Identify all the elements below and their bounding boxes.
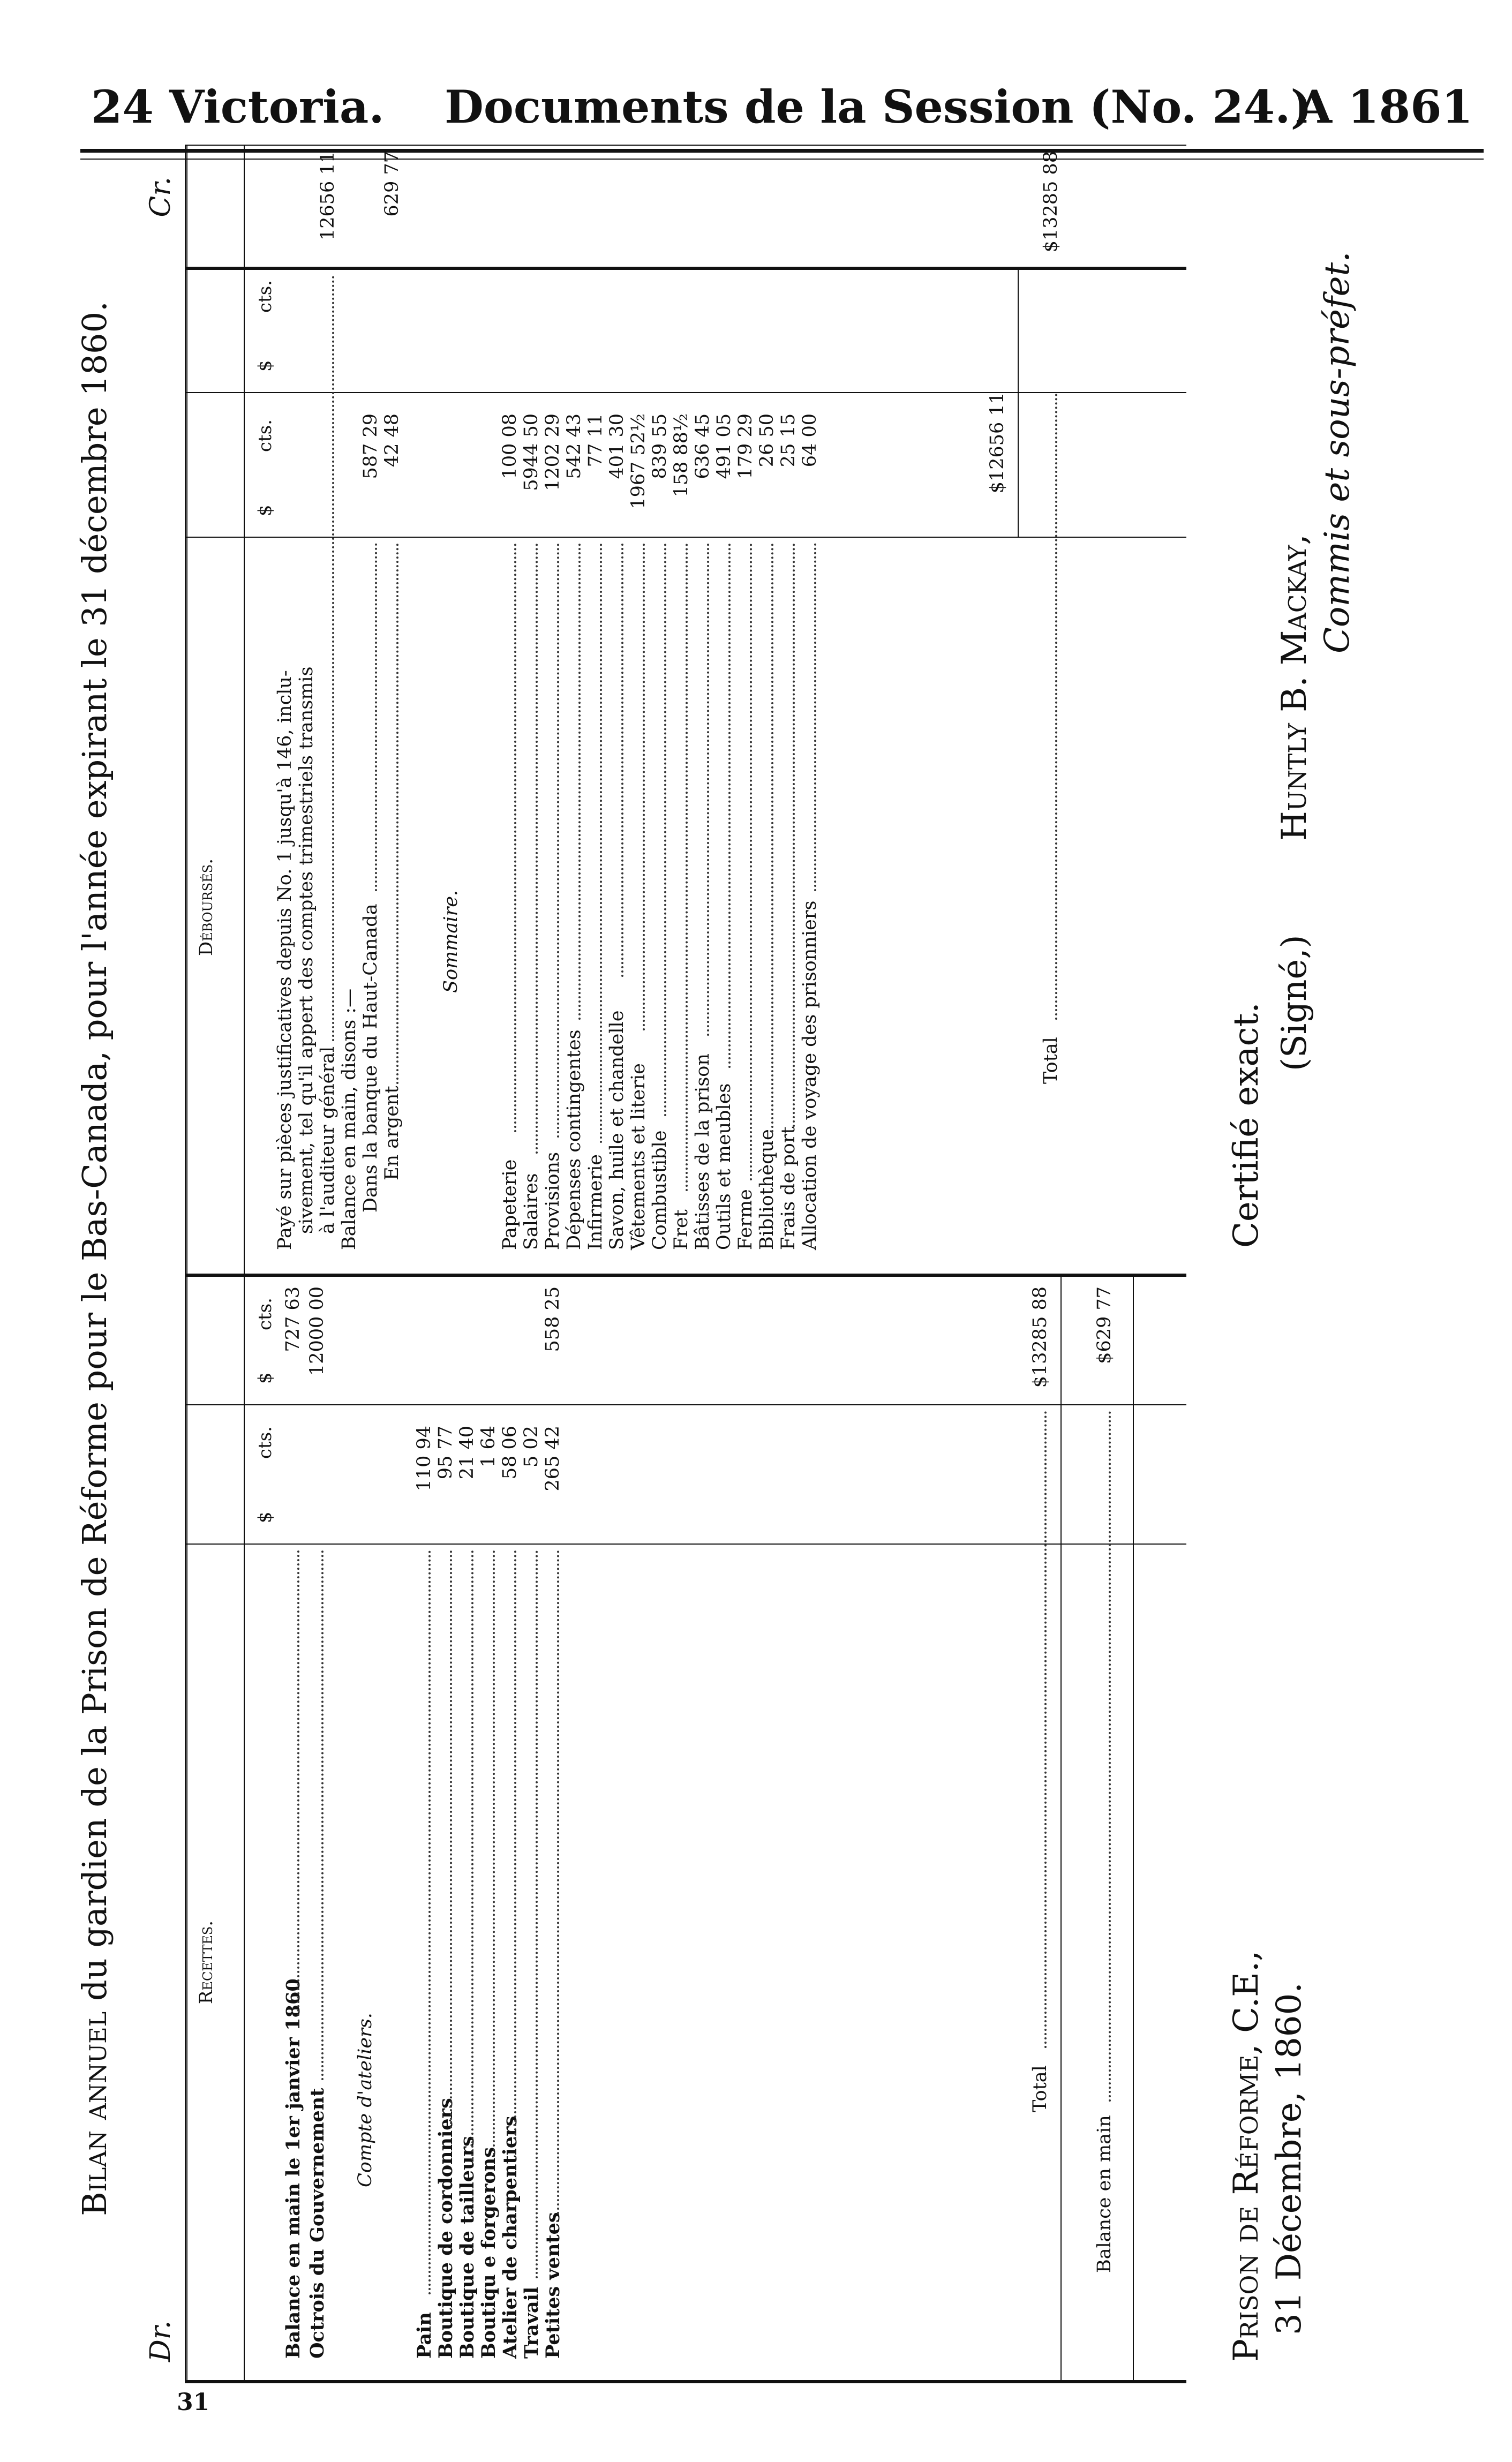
certified-line: Certifié exact. (1227, 1002, 1266, 1248)
summary-amount: 100 08 (499, 413, 521, 479)
summary-label: Provisions (542, 1151, 563, 1250)
workshop-amount: 95 77 (435, 1426, 456, 1480)
receipts-dollar-2: $ (254, 1372, 276, 1384)
summary-amount: 5944 50 (521, 413, 542, 491)
ledger-table (185, 145, 1186, 2383)
disb-cts-1: cts. (254, 419, 276, 452)
date-line: 31 Décembre, 1860. (1269, 1982, 1309, 2335)
summary-label: Fret (671, 1209, 692, 1250)
workshop-amount: 21 40 (456, 1426, 478, 1480)
summary-label: Bâtisses de la prison (692, 1053, 713, 1250)
summary-amount: 636 45 (692, 413, 713, 479)
summary-label: Ferme (735, 1189, 756, 1250)
summary-label: Vêtements et literie (628, 1063, 649, 1250)
header-session: Documents de la Session (No. 24.) (445, 80, 1312, 133)
summary-label: Outils et meubles (713, 1083, 735, 1250)
workshops-total: 558 25 (542, 1286, 563, 1352)
receipt-row-label: Octrois du Gouvernement (306, 2088, 328, 2359)
disb-total: $13285 88 (1040, 151, 1062, 253)
title-rest: du gardien de la Prison de Réforme pour le Bas-Canada, pour l'année expirant le 31 décembre 1860. (75, 301, 114, 2001)
receipts-cts-1: cts. (254, 1426, 276, 1459)
receipt-row-label: Balance en main le 1er janvier 1860 (282, 1978, 304, 2359)
workshop-label: Boutique de tailleurs (456, 2136, 478, 2359)
summary-label: Infirmerie (585, 1154, 606, 1250)
receipts-total-label: Total (1029, 2065, 1051, 2112)
workshop-label: Boutiqu e forgerons (478, 2147, 500, 2359)
header-volume: 24 Victoria. (91, 80, 385, 133)
workshop-label: Petites ventes (542, 2212, 564, 2359)
receipt-row-total: 727 63 (282, 1286, 304, 1352)
paid-line: sivement, tel qu'il appert des comptes trimestriels transmis (296, 666, 317, 1234)
disb-total-label: Total (1040, 1037, 1062, 1084)
receipts-total: $13285 88 (1029, 1286, 1051, 1388)
summary-label: Combustible (649, 1130, 671, 1250)
signatory-role: Commis et sous-préfet. (1318, 251, 1357, 653)
summary-label: Bibliothèque (756, 1129, 778, 1250)
header-year: A 1861 (1297, 80, 1473, 133)
summary-label: Frais de port (778, 1126, 799, 1250)
signed-line: (Signé,) (1275, 935, 1314, 1071)
disb-cts-2: cts. (254, 280, 276, 313)
debit-label: Dr. (145, 2320, 177, 2362)
summary-label: Salaires (521, 1173, 542, 1250)
receipts-heading: Recettes. (195, 1920, 217, 2005)
balance-total: 629 77 (381, 151, 403, 217)
workshop-amount: 265 42 (542, 1426, 563, 1492)
page-number: 31 (177, 2389, 210, 2416)
workshop-amount: 5 02 (521, 1426, 542, 1467)
summary-amount: 542 43 (563, 413, 585, 479)
workshop-label: Travail (521, 2286, 543, 2359)
summary-amount: 26 50 (756, 413, 778, 468)
paid-total: 12656 11 (317, 151, 338, 241)
balance-on-hand-label: Balance en main (1094, 2115, 1115, 2273)
summary-total: $12656 11 (987, 392, 1008, 494)
disb-dollar-1: $ (254, 505, 276, 516)
disbursements-heading: Déboursés. (195, 858, 217, 957)
summary-amount: 158 88½ (671, 413, 692, 498)
summary-label: Papeterie (499, 1159, 521, 1250)
balance-on-hand: $629 77 (1094, 1286, 1115, 1364)
summary-label: Dépenses contingentes (563, 1029, 585, 1250)
paid-line: Payé sur pièces justificatives depuis No. 1 jusqu'à 146, inclu- (274, 670, 296, 1250)
balance-row-amount: 587 29 (360, 413, 381, 479)
workshop-amount: 110 94 (413, 1426, 435, 1492)
disb-dollar-2: $ (254, 360, 276, 372)
summary-amount: 179 29 (735, 413, 756, 479)
workshops-heading: Compte d'ateliers. (355, 2013, 376, 2187)
receipts-cts-2: cts. (254, 1298, 276, 1330)
signatory-name: Huntly B. Mackay, (1275, 534, 1314, 841)
summary-amount: 25 15 (778, 413, 799, 468)
workshop-amount: 58 06 (499, 1426, 521, 1480)
receipt-row-total: 12000 00 (306, 1286, 328, 1376)
summary-amount: 1202 29 (542, 413, 563, 491)
receipts-dollar-1: $ (254, 1511, 276, 1523)
summary-amount: 839 55 (649, 413, 671, 479)
workshop-amount: 1 64 (478, 1426, 499, 1467)
summary-heading: Sommaire. (440, 890, 462, 993)
running-header (91, 80, 1473, 134)
credit-label: Cr. (145, 177, 177, 217)
balance-row-amount: 42 48 (381, 413, 403, 468)
summary-label: Allocation de voyage des prisonniers (799, 900, 821, 1250)
summary-amount: 1967 52½ (628, 413, 649, 509)
balance-row-label: Dans la banque du Haut-Canada (360, 904, 381, 1213)
paid-line: à l'auditeur général (317, 1046, 338, 1234)
balance-heading: Balance en main, disons :— (338, 988, 360, 1250)
summary-amount: 77 11 (585, 413, 606, 468)
workshop-label: Pain (413, 2312, 435, 2359)
workshop-label: Boutique de cordonniers (435, 2098, 457, 2359)
summary-amount: 64 00 (799, 413, 821, 468)
title-caps: Bilan annuel (75, 2011, 114, 2216)
summary-amount: 491 05 (713, 413, 735, 479)
statement-title (75, 214, 123, 2303)
balance-row-label: En argent (381, 1086, 403, 1180)
table-top-rule (185, 146, 187, 2380)
workshop-label: Atelier de charpentiers (499, 2115, 521, 2359)
summary-amount: 401 30 (606, 413, 628, 479)
summary-label: Savon, huile et chandelle (606, 1010, 628, 1250)
rotated-statement (75, 145, 1430, 2383)
place-line: Prison de Réforme, C.E., (1227, 1950, 1266, 2362)
